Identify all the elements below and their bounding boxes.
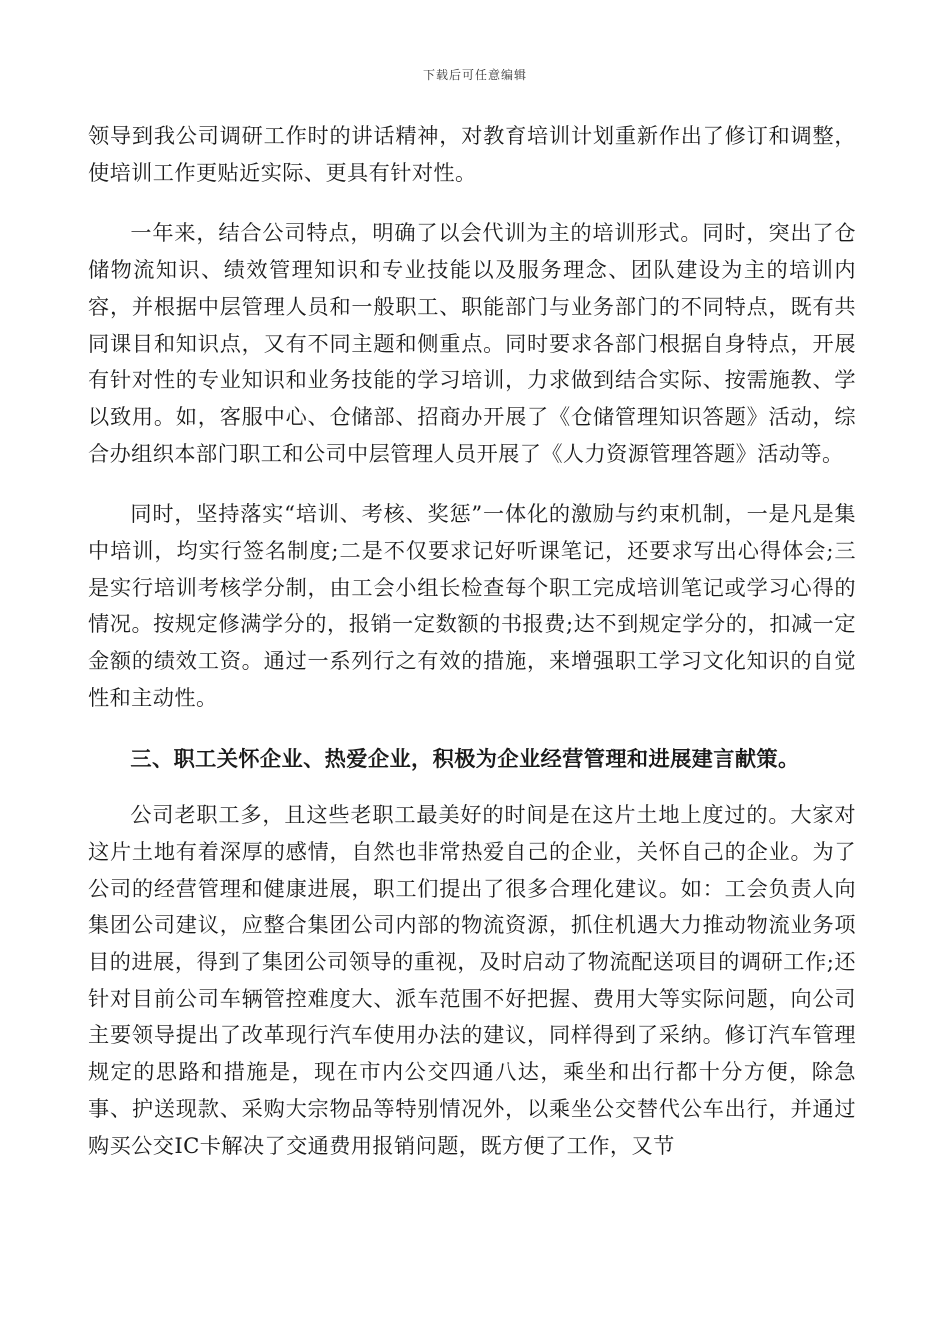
paragraph-training-format: 一年来，结合公司特点，明确了以会代训为主的培训形式。同时，突出了仓储物流知识、绩效管理知识和专业技能以及服务理念、团队建设为主的培训内容，并根据中层管理人员和一般职工、职能部门与业务部门的不同特点，既有共同课目和知识点，又有不同主题和侧重点。同时要求各部门根据自身特点，开展有针对性的专业知识和业务技能的学习培训，力求做到结合实际、按需施教、学以致用。如，客服中心、仓储部、招商办开展了《仓储管理知识答题》活动，综合办组织本部门职工和公司中层管理人员开展了《人力资源管理答题》活动等。 <box>88 220 856 466</box>
document-body <box>88 118 856 1188</box>
paragraph-employee-suggestions: 公司老职工多，且这些老职工最美好的时间是在这片土地上度过的。大家对这片土地有着深厚的感情，自然也非常热爱自己的企业，关怀自己的企业。为了公司的经营管理和健康进展，职工们提出了很多合理化建议。如：工会负责人向集团公司建议，应整合集团公司内部的物流资源，抓住机遇大力推动物流业务项目的进展，得到了集团公司领导的重视，及时启动了物流配送项目的调研工作;还针对目前公司车辆管控难度大、派车范围不好把握、费用大等实际问题，向公司主要领导提出了改革现行汽车使用办法的建议，同样得到了采纳。修订汽车管理规定的思路和措施是，现在市内公交四通八达，乘坐和出行都十分方便，除急事、护送现款、采购大宗物品等特别情况外，以乘坐公交替代公车出行，并通过购买公交IC卡解决了交通费用报销问题，既方便了工作，又节 <box>88 802 856 1158</box>
paragraph-incentive-mechanism: 同时，坚持落实“培训、考核、奖惩”一体化的激励与约束机制，一是凡是集中培训，均实行签名制度;二是不仅要求记好听课笔记，还要求写出心得体会;三是实行培训考核学分制，由工会小组长检查每个职工完成培训笔记或学习心得的情况。按规定修满学分的，报销一定数额的书报费;达不到规定学分的，扣减一定金额的绩效工资。通过一系列行之有效的措施，来增强职工学习文化知识的自觉性和主动性。 <box>88 501 856 710</box>
page-header-note: 下载后可任意编辑 <box>422 68 527 82</box>
section-heading-three: 三、职工关怀企业、热爱企业，积极为企业经营管理和进展建言献策。 <box>130 745 800 771</box>
paragraph-continuation: 领导到我公司调研工作时的讲话精神，对教育培训计划重新作出了修订和调整，使培训工作更贴近实际、更具有针对性。 <box>88 123 856 185</box>
